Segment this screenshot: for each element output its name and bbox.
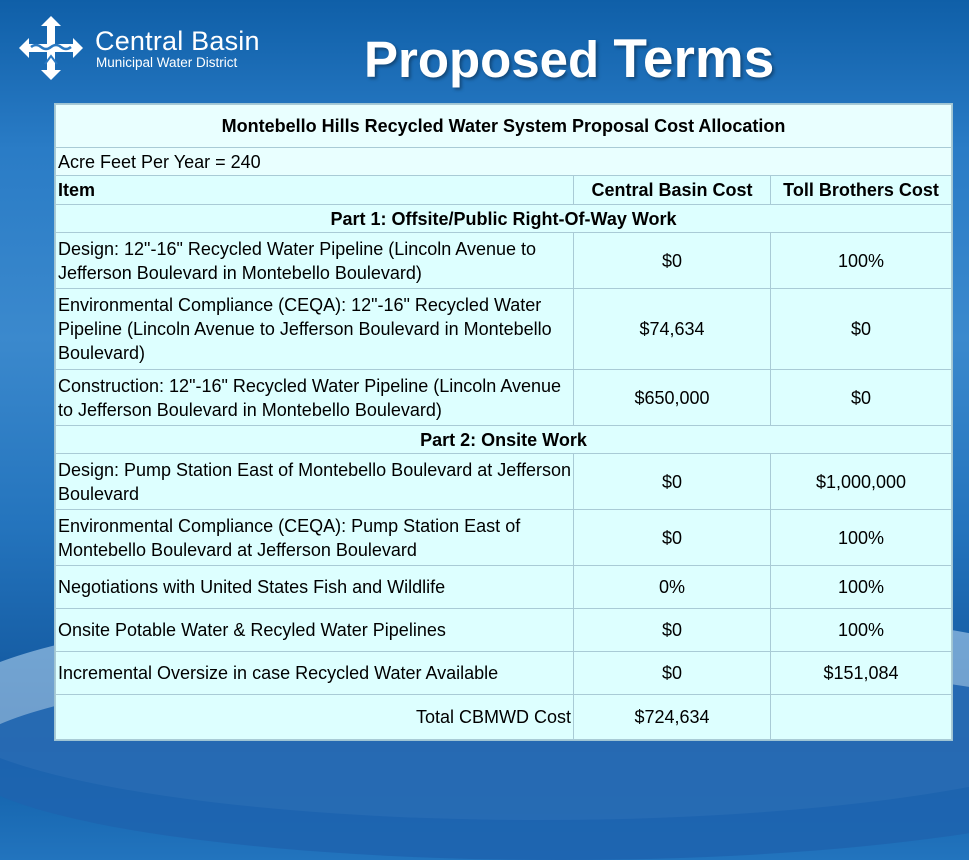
- table-row: [56, 510, 952, 566]
- toll-brothers-cost-cell: $151,084: [771, 652, 952, 695]
- slide-title-word-2: Terms: [613, 27, 775, 89]
- acre-feet-row: [56, 148, 952, 176]
- item-cell: Design: 12"-16" Recycled Water Pipeline (Lincoln Avenue to Jefferson Boulevard in Montebello Boulevard): [56, 233, 574, 289]
- table-row: [56, 370, 952, 426]
- central-basin-cost-cell: $650,000: [574, 370, 771, 426]
- total-row: [56, 695, 952, 740]
- section-label-part1: Part 1: Offsite/Public Right-Of-Way Work: [56, 205, 952, 233]
- item-cell: Construction: 12"-16" Recycled Water Pipeline (Lincoln Avenue to Jefferson Boulevard in Montebello Boulevard): [56, 370, 574, 426]
- section-row-part1: [56, 205, 952, 233]
- slide-title: [364, 26, 774, 90]
- table-title: Montebello Hills Recycled Water System Proposal Cost Allocation: [56, 105, 952, 148]
- slide-title-word-1: Proposed: [364, 31, 600, 88]
- item-cell: Onsite Potable Water & Recyled Water Pipelines: [56, 609, 574, 652]
- table-row: [56, 289, 952, 370]
- total-label: Total CBMWD Cost: [56, 695, 574, 740]
- toll-brothers-cost-cell: 100%: [771, 566, 952, 609]
- toll-brothers-cost-cell: $0: [771, 370, 952, 426]
- total-toll-brothers-cost: [771, 695, 952, 740]
- central-basin-cost-cell: $0: [574, 233, 771, 289]
- central-basin-cost-cell: $74,634: [574, 289, 771, 370]
- item-cell: Environmental Compliance (CEQA): Pump Station East of Montebello Boulevard at Jefferson Boulevard: [56, 510, 574, 566]
- header-toll-brothers-cost: Toll Brothers Cost: [771, 176, 952, 205]
- central-basin-cost-cell: $0: [574, 510, 771, 566]
- toll-brothers-cost-cell: 100%: [771, 233, 952, 289]
- acre-feet-text: Acre Feet Per Year = 240: [56, 148, 952, 176]
- toll-brothers-cost-cell: $0: [771, 289, 952, 370]
- table-row: [56, 609, 952, 652]
- item-cell: Incremental Oversize in case Recycled Water Available: [56, 652, 574, 695]
- table-title-row: [56, 105, 952, 148]
- table-row: [56, 233, 952, 289]
- toll-brothers-cost-cell: 100%: [771, 510, 952, 566]
- central-basin-cost-cell: $0: [574, 609, 771, 652]
- toll-brothers-cost-cell: $1,000,000: [771, 454, 952, 510]
- item-cell: Design: Pump Station East of Montebello Boulevard at Jefferson Boulevard: [56, 454, 574, 510]
- table-row: [56, 652, 952, 695]
- cost-allocation-table: [55, 104, 952, 740]
- brand-subtitle: Municipal Water District: [96, 55, 238, 70]
- table-row: [56, 566, 952, 609]
- water-cross-logo-icon: [15, 14, 87, 86]
- header-central-basin-cost: Central Basin Cost: [574, 176, 771, 205]
- central-basin-cost-cell: $0: [574, 454, 771, 510]
- table-row: [56, 454, 952, 510]
- section-label-part2: Part 2: Onsite Work: [56, 426, 952, 454]
- toll-brothers-cost-cell: 100%: [771, 609, 952, 652]
- brand-name: Central Basin: [95, 26, 260, 56]
- central-basin-cost-cell: 0%: [574, 566, 771, 609]
- section-row-part2: [56, 426, 952, 454]
- item-cell: Negotiations with United States Fish and Wildlife: [56, 566, 574, 609]
- item-cell: Environmental Compliance (CEQA): 12"-16" Recycled Water Pipeline (Lincoln Avenue to Jefferson Boulevard in Montebello Boulevard): [56, 289, 574, 370]
- table-header-row: [56, 176, 952, 205]
- total-central-basin-cost: $724,634: [574, 695, 771, 740]
- header-item: Item: [56, 176, 574, 205]
- central-basin-cost-cell: $0: [574, 652, 771, 695]
- central-basin-logo: [15, 14, 265, 86]
